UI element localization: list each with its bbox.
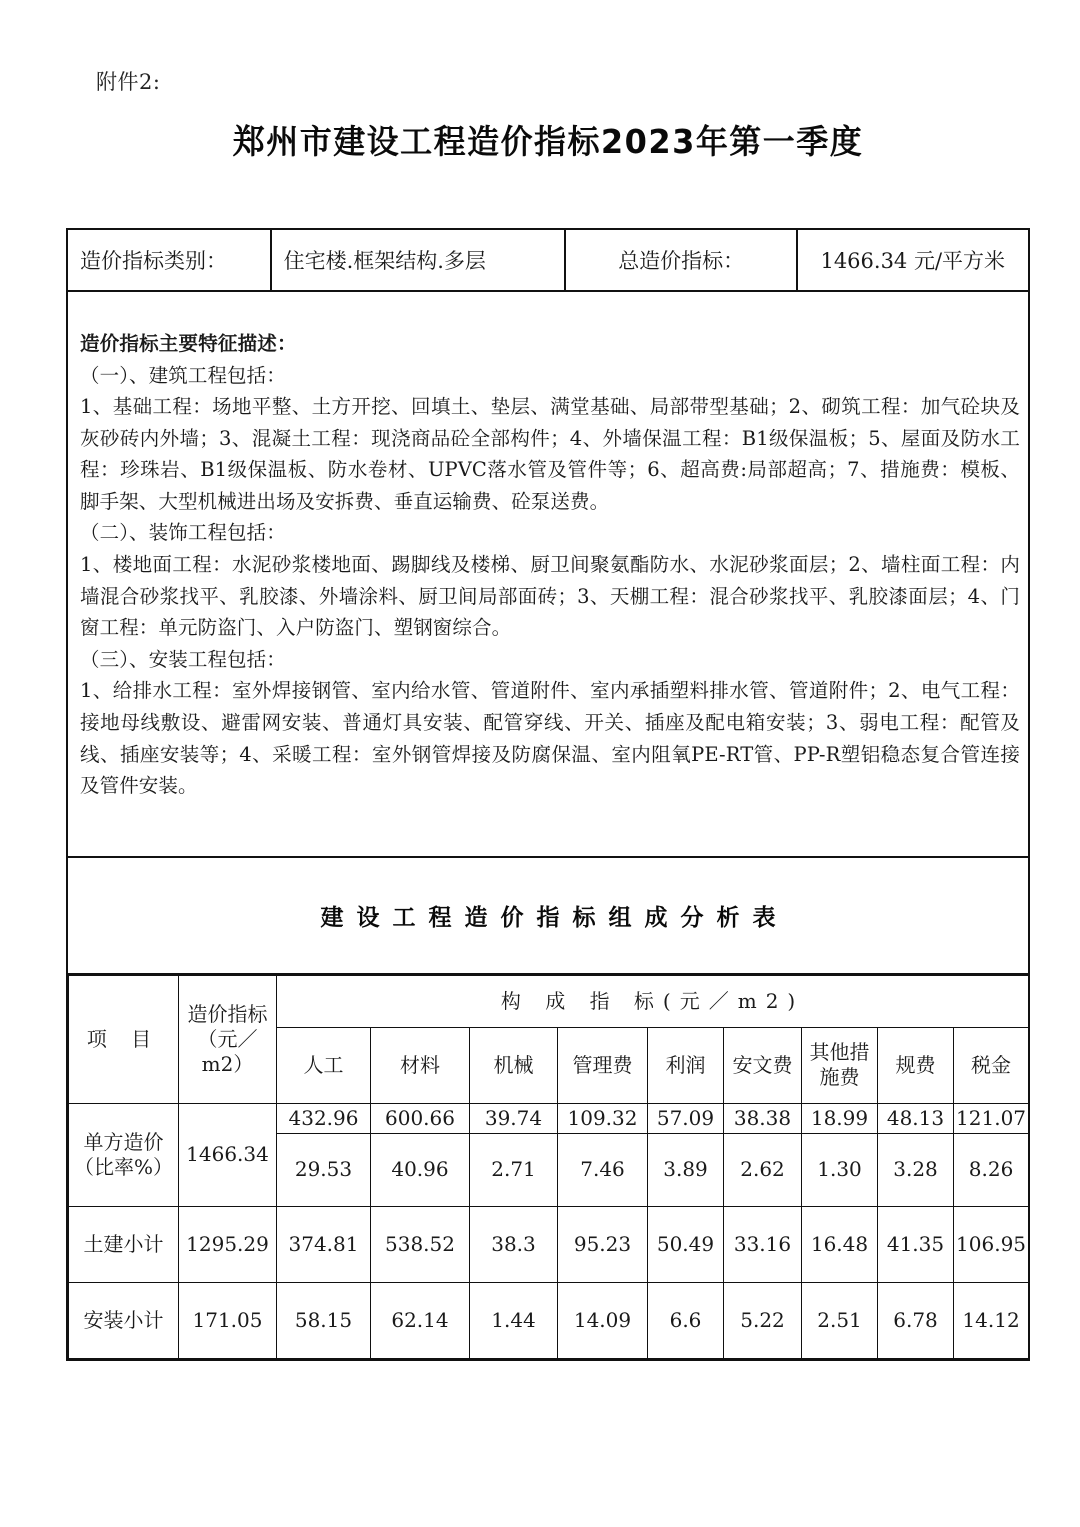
description-section1-title: （一）、建筑工程包括： — [80, 363, 286, 387]
cell-ratio-labor: 29.53 — [277, 1133, 371, 1206]
cell-civil-other-measures: 16.48 — [802, 1206, 878, 1282]
cell-install-machinery: 1.44 — [470, 1282, 558, 1358]
cell-install-tax: 14.12 — [954, 1282, 1029, 1358]
cell-install-other-measures: 2.51 — [802, 1282, 878, 1358]
cell-ratio-other-measures: 1.30 — [802, 1133, 878, 1206]
cell-ratio-tax: 8.26 — [954, 1133, 1029, 1206]
cell-install-labor: 58.15 — [277, 1282, 371, 1358]
cell-unit-profit: 57.09 — [648, 1103, 724, 1133]
cell-ratio-management: 7.46 — [558, 1133, 648, 1206]
composition-analysis-table — [68, 975, 1029, 1359]
cell-install-profit: 6.6 — [648, 1282, 724, 1358]
cell-ratio-statutory: 3.28 — [878, 1133, 954, 1206]
total-index-label: 总造价指标： — [566, 230, 799, 290]
description-block — [68, 292, 1028, 858]
cell-unit-material: 600.66 — [371, 1103, 470, 1133]
header-cost-index — [179, 975, 277, 1103]
cell-install-statutory: 6.78 — [878, 1282, 954, 1358]
cell-civil-tax: 106.95 — [954, 1206, 1029, 1282]
table-row — [69, 1103, 1029, 1133]
description-section3-body: 1、给排水工程：室外焊接钢管、室内给水管、管道附件、室内承插塑料排水管、管道附件；2、电气工程：接地母线敷设、避雷网安装、普通灯具安装、配管穿线、开关、插座及配电箱安装；3、弱电工程：配管及线、插座安装等；4、采暖工程：室外钢管焊接及防腐保温、室内阻氧PE-RT管、PP-R塑铝稳态复合管连接及管件安装。 — [80, 679, 1020, 798]
row-label-civil-subtotal: 土建小计 — [69, 1206, 179, 1282]
table-header-row-1 — [69, 975, 1029, 1027]
category-type-label: 造价指标类别： — [68, 230, 272, 290]
description-heading: 造价指标主要特征描述： — [80, 332, 297, 355]
cell-ratio-safety: 2.62 — [724, 1133, 802, 1206]
description-section1-body: 1、基础工程：场地平整、土方开挖、回填土、垫层、满堂基础、局部带型基础；2、砌筑工程：加气砼块及灰砂砖内外墙；3、混凝土工程：现浇商品砼全部构件；4、外墙保温工程：B1级保温板；5、屋面及防水工程：珍珠岩、B1级保温板、防水卷材、UPVC落水管及管件等；6、超高费:局部超高；7、措施费：模板、脚手架、大型机械进出场及安拆费、垂直运输费、砼泵送费。 — [80, 395, 1020, 513]
header-composition-group: 构 成 指 标(元／m2) — [277, 975, 1029, 1027]
cell-unit-labor: 432.96 — [277, 1103, 371, 1133]
cell-install-management: 14.09 — [558, 1282, 648, 1358]
header-material: 材料 — [371, 1027, 470, 1103]
cell-unit-cost-index: 1466.34 — [179, 1103, 277, 1206]
header-profit: 利润 — [648, 1027, 724, 1103]
category-type-value: 住宅楼.框架结构.多层 — [272, 230, 566, 290]
cell-civil-profit: 50.49 — [648, 1206, 724, 1282]
header-tax: 税金 — [954, 1027, 1029, 1103]
row-label-unit-cost — [69, 1103, 179, 1206]
header-safety-civil-fee: 安文费 — [724, 1027, 802, 1103]
cell-civil-labor: 374.81 — [277, 1206, 371, 1282]
cell-unit-tax: 121.07 — [954, 1103, 1029, 1133]
cell-civil-safety: 33.16 — [724, 1206, 802, 1282]
cell-unit-safety: 38.38 — [724, 1103, 802, 1133]
description-section2-body: 1、楼地面工程：水泥砂浆楼地面、踢脚线及楼梯、厨卫间聚氨酯防水、水泥砂浆面层；2、墙柱面工程：内墙混合砂浆找平、乳胶漆、外墙涂料、厨卫间局部面砖；3、天棚工程：混合砂浆找平、乳胶漆面层；4、门窗工程：单元防盗门、入户防盗门、塑钢窗综合。 — [80, 553, 1020, 640]
table-row — [69, 1206, 1029, 1282]
description-section2-title: （二）、装饰工程包括： — [80, 521, 286, 545]
cell-install-safety: 5.22 — [724, 1282, 802, 1358]
cell-ratio-profit: 3.89 — [648, 1133, 724, 1206]
category-row — [68, 230, 1028, 292]
cell-install-material: 62.14 — [371, 1282, 470, 1358]
total-index-value: 1466.34 元/平方米 — [820, 249, 1006, 273]
header-cost-index-line1: 造价指标 — [187, 1001, 268, 1026]
header-statutory-fee: 规费 — [878, 1027, 954, 1103]
row-label-unit-cost-line1: 单方造价 — [83, 1129, 164, 1154]
cell-install-index: 171.05 — [179, 1282, 277, 1358]
header-machinery: 机械 — [470, 1027, 558, 1103]
analysis-banner — [68, 858, 1028, 975]
cell-civil-material: 538.52 — [371, 1206, 470, 1282]
row-label-unit-cost-line2: （比率%） — [73, 1154, 173, 1179]
header-management-fee: 管理费 — [558, 1027, 648, 1103]
row-label-install-subtotal: 安装小计 — [69, 1282, 179, 1358]
cell-civil-statutory: 41.35 — [878, 1206, 954, 1282]
cell-civil-management: 95.23 — [558, 1206, 648, 1282]
cell-civil-machinery: 38.3 — [470, 1206, 558, 1282]
header-other-measures-fee: 其他措施费 — [802, 1027, 878, 1103]
attachment-label: 附件2: — [96, 70, 161, 94]
page-title: 郑州市建设工程造价指标2023年第一季度 — [232, 122, 864, 161]
cell-ratio-machinery: 2.71 — [470, 1133, 558, 1206]
header-cost-index-line2: （元／m2） — [197, 1026, 258, 1076]
header-project: 项 目 — [69, 975, 179, 1103]
cell-civil-index: 1295.29 — [179, 1206, 277, 1282]
cell-unit-machinery: 39.74 — [470, 1103, 558, 1133]
analysis-banner-title: 建设工程造价指标组成分析表 — [320, 904, 789, 931]
cell-unit-other-measures: 18.99 — [802, 1103, 878, 1133]
header-labor: 人工 — [277, 1027, 371, 1103]
cell-unit-statutory: 48.13 — [878, 1103, 954, 1133]
cell-ratio-material: 40.96 — [371, 1133, 470, 1206]
table-row — [69, 1282, 1029, 1358]
description-section3-title: （三）、安装工程包括： — [80, 647, 286, 671]
cell-unit-management: 109.32 — [558, 1103, 648, 1133]
cost-index-sheet — [66, 228, 1030, 1361]
